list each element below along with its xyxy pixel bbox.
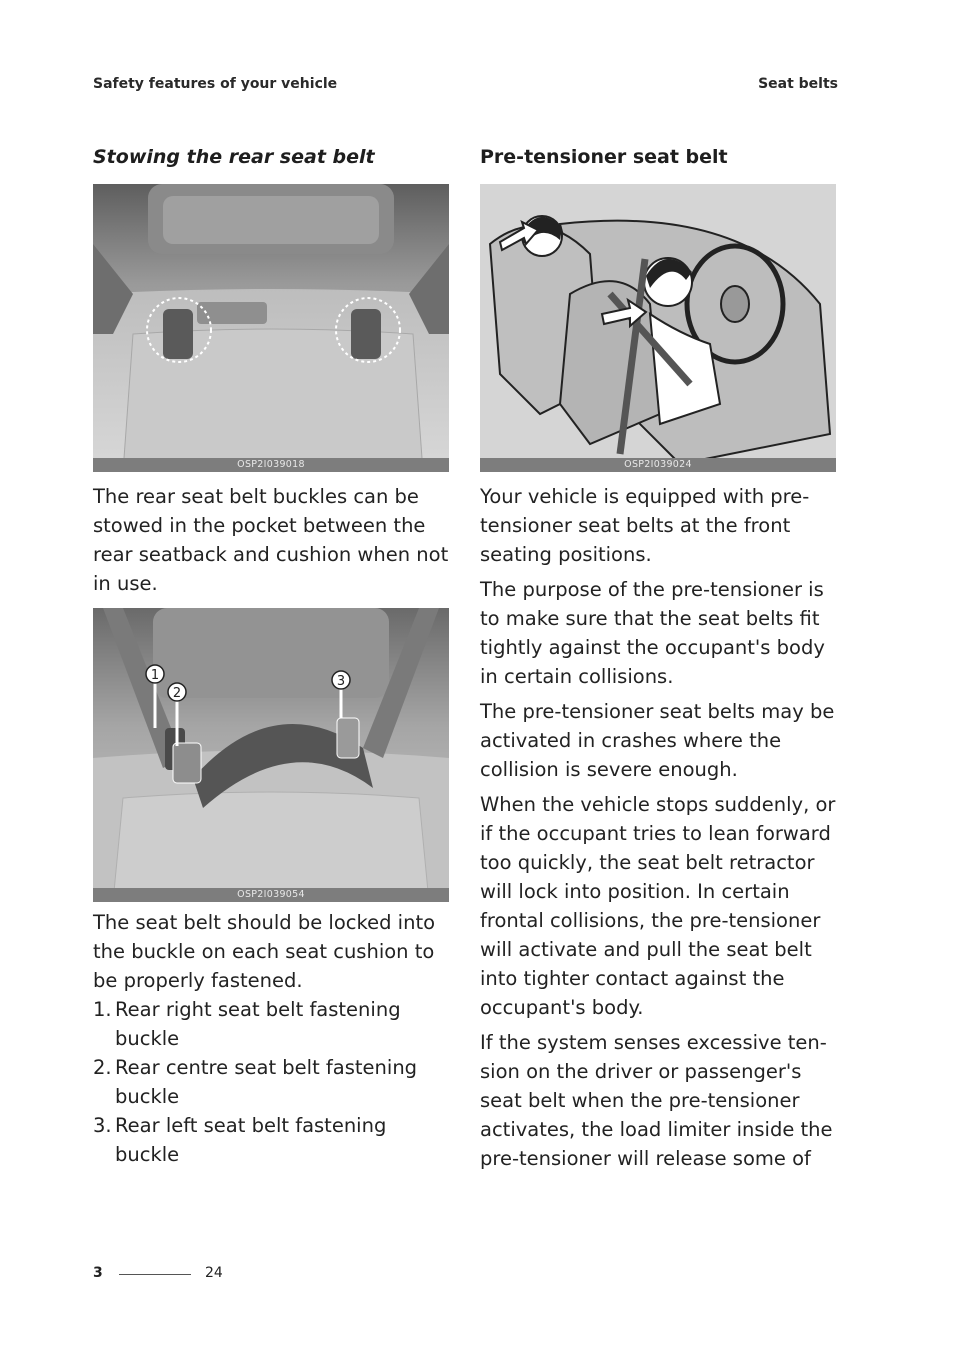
paragraph-sudden-stop: When the vehicle stops suddenly, or if the occupant tries to lean forward too quickly, the seat belt retractor will lock into position. In certain frontal collisions, the pre-tensioner will activate and pull the seat belt into tighter contact against the occupant's body. — [480, 793, 836, 1019]
paragraph-locked-buckle: The seat belt should be locked into the buckle on each seat cushion to be properly fastened. — [93, 911, 436, 992]
rear-seat-photo — [93, 184, 449, 472]
section-title-stowing: Stowing the rear seat belt — [93, 146, 375, 168]
paragraph-activated: The pre-tensioner seat belts may be activated in crashes where the collision is severe enough. — [480, 700, 835, 781]
list-item-text: Rear centre seat belt fastening buckle — [115, 1056, 418, 1108]
paragraph-equipped: Your vehicle is equipped with pre-tensioner seat belts at the front seating positions. — [480, 485, 810, 566]
list-item-text: Rear left seat belt fastening buckle — [115, 1114, 387, 1166]
section-title-pretensioner: Pre-tensioner seat belt — [480, 146, 728, 168]
list-item-number: 2. — [93, 1056, 112, 1079]
left-column — [93, 146, 449, 1169]
figure-caption-code: OSP2I039024 — [480, 458, 836, 472]
figure-caption-code: OSP2I039054 — [93, 888, 449, 902]
buckle-list — [93, 995, 449, 1169]
callout-3 — [332, 671, 350, 689]
footer-rule — [119, 1274, 191, 1275]
list-item — [93, 995, 449, 1053]
figure-pretensioner-illustration — [480, 184, 836, 472]
figure-caption-code: OSP2I039018 — [93, 458, 449, 472]
running-header-chapter: Safety features of your vehicle — [93, 76, 338, 92]
callout-2-label: 2 — [172, 686, 182, 701]
figure-rear-buckles-stowed — [93, 184, 449, 472]
list-item — [93, 1111, 449, 1169]
paragraph-purpose: The purpose of the pre-tensioner is to make sure that the seat belts fit tightly against the occupant's body in certain collisions. — [480, 578, 825, 688]
footer-section-number: 3 — [93, 1265, 103, 1281]
callout-1-label: 1 — [150, 668, 160, 683]
footer-page-number: 24 — [205, 1265, 223, 1281]
paragraph-load-limiter: If the system senses excessive ten-sion on the driver or passenger's seat belt when the pre-tensioner activates, the load limiter inside the pre-tensioner will release some of — [480, 1031, 833, 1170]
list-item-number: 1. — [93, 998, 112, 1021]
running-header-section: Seat belts — [758, 76, 838, 92]
pretensioner-illustration — [480, 184, 836, 472]
right-column — [480, 146, 836, 1173]
callout-1 — [146, 665, 164, 683]
callout-2 — [168, 683, 186, 701]
list-item — [93, 1053, 449, 1111]
callout-3-label: 3 — [336, 674, 346, 689]
paragraph-stowing: The rear seat belt buckles can be stowed in the pocket between the rear seatback and cushion when not in use. — [93, 485, 449, 595]
figure-rear-belt-buckles — [93, 608, 449, 902]
list-item-number: 3. — [93, 1114, 112, 1137]
rear-belt-photo — [93, 608, 449, 902]
list-item-text: Rear right seat belt fastening buckle — [115, 998, 401, 1050]
